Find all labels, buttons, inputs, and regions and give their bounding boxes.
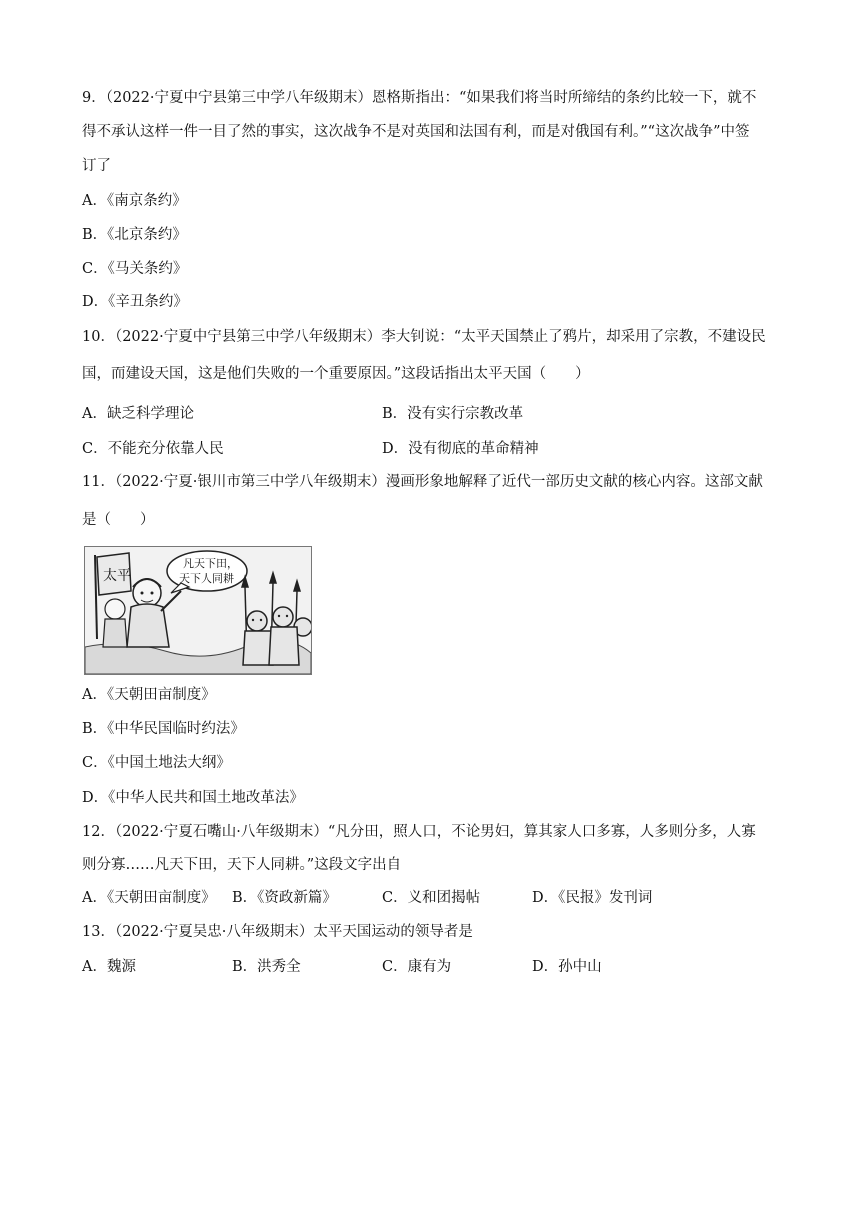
question-13-option-c: C．康有为 — [382, 959, 452, 975]
question-12-option-b: B．《资政新篇》 — [232, 890, 337, 906]
question-13-option-d: D．孙中山 — [532, 959, 602, 975]
question-10-option-d: D．没有彻底的革命精神 — [382, 441, 539, 457]
cartoon-bubble-line-2: 天下人同耕 — [179, 572, 234, 585]
question-10-option-c: C．不能充分依靠人民 — [82, 441, 224, 457]
question-10-stem-line-1: 10．（2022·宁夏中宁县第三中学八年级期末）李大钊说：“太平天国禁止了鸦片，却采用了宗教，不建设民 — [82, 329, 766, 345]
question-9-option-b: B．《北京条约》 — [82, 227, 187, 243]
cartoon-image — [84, 546, 312, 675]
question-11-option-c: C．《中国土地法大纲》 — [82, 755, 231, 771]
question-12-option-a: A．《天朝田亩制度》 — [82, 890, 216, 906]
question-11-option-a: A．《天朝田亩制度》 — [82, 687, 216, 703]
cartoon-bubble-line-1: 凡天下田， — [183, 557, 238, 570]
cartoon-flag-text: 太平 — [103, 568, 131, 584]
question-11-stem-line-2: 是（ ） — [82, 512, 155, 528]
question-11-stem-line-1: 11．（2022·宁夏·银川市第三中学八年级期末）漫画形象地解释了近代一部历史文献的核心内容。这部文献 — [82, 474, 763, 490]
question-10-option-b: B．没有实行宗教改革 — [382, 406, 524, 422]
question-12-option-d: D．《民报》发刊词 — [532, 890, 653, 906]
question-9-stem-line-1: 9．（2022·宁夏中宁县第三中学八年级期末）恩格斯指出：“如果我们将当时所缔结的条约比较一下，就不 — [82, 90, 757, 106]
question-12-option-c: C．义和团揭帖 — [382, 890, 481, 906]
question-11-option-b: B．《中华民国临时约法》 — [82, 721, 245, 737]
question-13-option-a: A．魏源 — [82, 959, 136, 975]
question-11-option-d: D．《中华人民共和国土地改革法》 — [82, 790, 304, 806]
question-12-stem-line-2: 则分寡……凡天下田，天下人同耕。”这段文字出自 — [82, 857, 402, 873]
question-9-stem-line-2: 得不承认这样一件一目了然的事实，这次战争不是对英国和法国有利，而是对俄国有利。”“这次战争”中签 — [82, 124, 750, 140]
question-9-option-d: D．《辛丑条约》 — [82, 294, 188, 310]
question-13-stem-line-1: 13．（2022·宁夏吴忠·八年级期末）太平天国运动的领导者是 — [82, 924, 473, 940]
question-10-stem-line-2: 国，而建设天国，这是他们失败的一个重要原因。”这段话指出太平天国（ ） — [82, 366, 590, 382]
question-13-option-b: B．洪秀全 — [232, 959, 301, 975]
question-10-option-a: A．缺乏科学理论 — [82, 406, 194, 422]
question-9-option-a: A．《南京条约》 — [82, 193, 187, 209]
question-9-option-c: C．《马关条约》 — [82, 261, 188, 277]
question-12-stem-line-1: 12．（2022·宁夏石嘴山·八年级期末）“凡分田，照人口，不论男妇，算其家人口多寡，人多则分多，人寡 — [82, 824, 756, 840]
question-9-stem-line-3: 订了 — [82, 158, 111, 174]
